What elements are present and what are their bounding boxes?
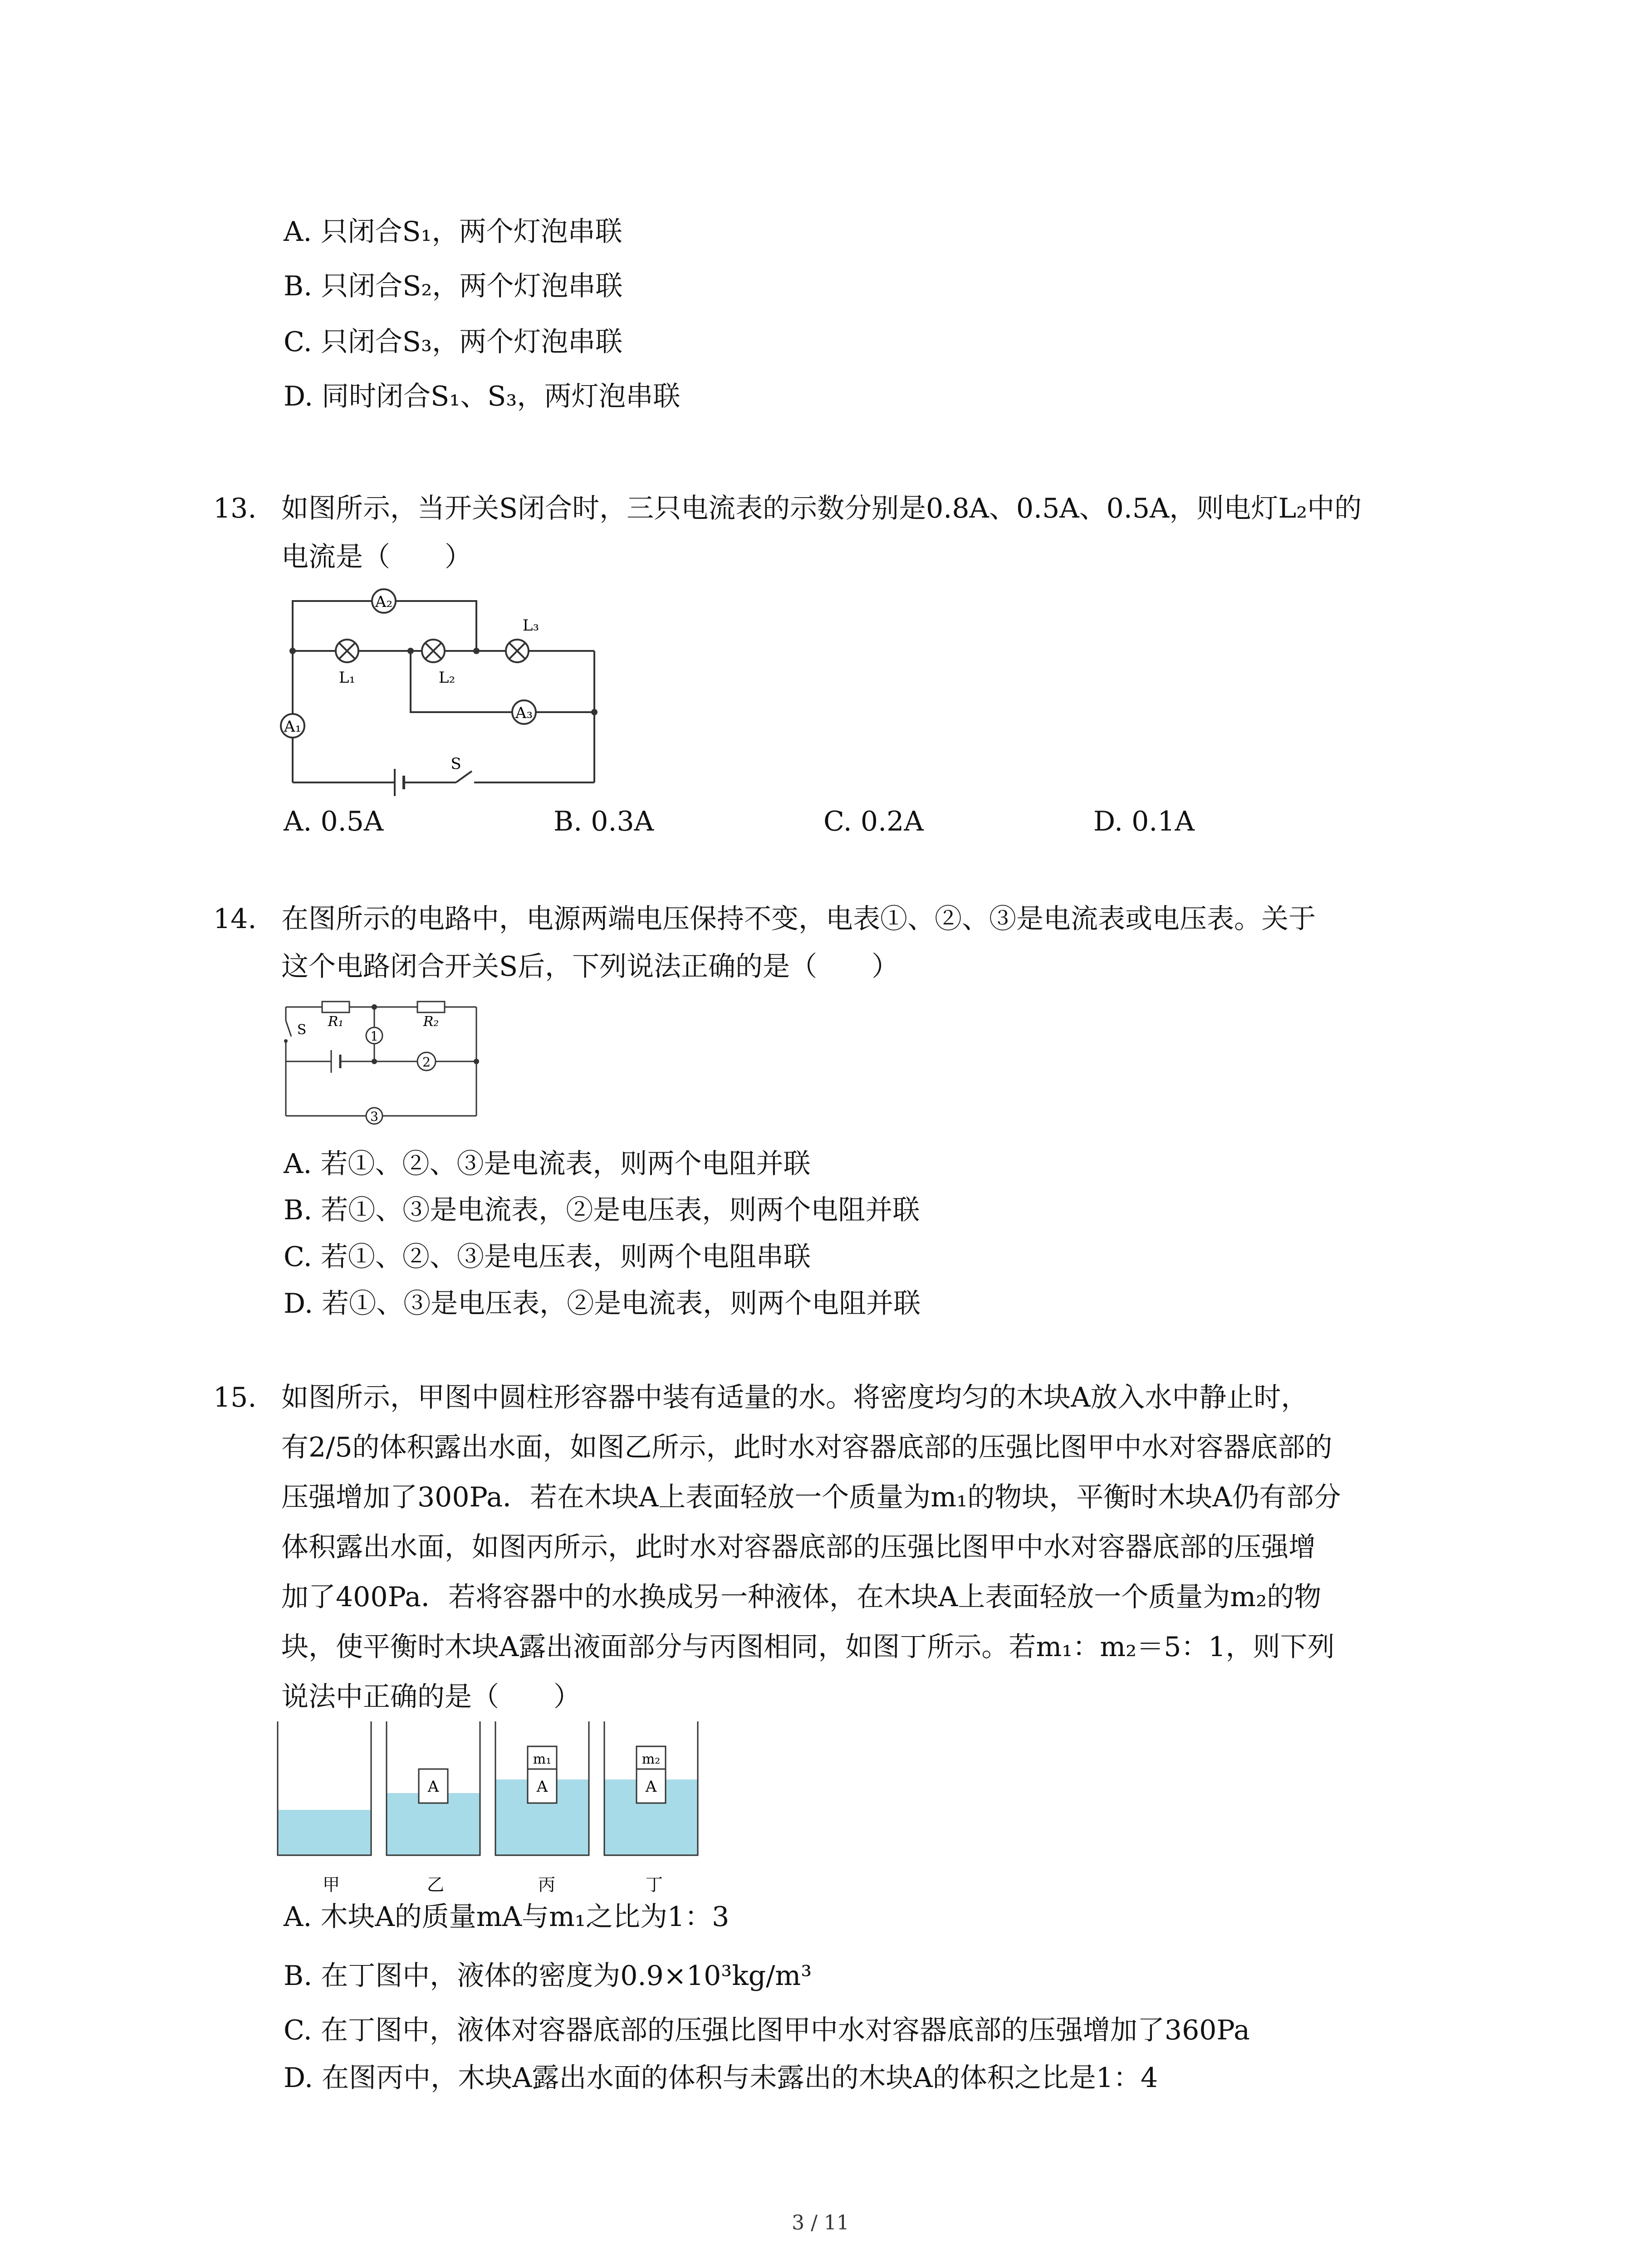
q12-option-c: C. 只闭合S₃，两个灯泡串联: [284, 326, 623, 358]
q13-a2-label: A₂: [375, 593, 393, 611]
q15-stem-line1: 如图所示，甲图中圆柱形容器中装有适量的水。将密度均匀的木块A放入水中静止时，: [281, 1382, 1308, 1413]
q13-a3-label: A₃: [515, 704, 533, 722]
q15-option-b: B. 在丁图中，液体的密度为0.9×10³kg/m³: [284, 1960, 812, 1992]
q13-stem-line1: 如图所示，当开关S闭合时，三只电流表的示数分别是0.8A、0.5A、0.5A，则电灯L₂中的: [281, 493, 1362, 524]
q15-stem-line7: 说法中正确的是（ ）: [281, 1681, 581, 1713]
q15-caption-ding: 丁: [645, 1875, 663, 1895]
q13-option-b: B. 0.3A: [554, 806, 654, 837]
q13-l1-label: L₁: [338, 669, 356, 687]
q15-block-ding-label: A: [645, 1778, 657, 1796]
q14-option-b: B. 若①、③是电流表，②是电压表，则两个电阻并联: [284, 1194, 920, 1226]
q14-option-d: D. 若①、③是电压表，②是电流表，则两个电阻并联: [284, 1288, 921, 1320]
q15-stem-line6: 块，使平衡时木块A露出液面部分与丙图相同，如图丁所示。若m₁：m₂＝5：1，则下列: [281, 1631, 1335, 1663]
q13-l2-label: L₂: [438, 669, 456, 687]
q15-stem-line5: 加了400Pa．若将容器中的水换成另一种液体，在木块A上表面轻放一个质量为m₂的物: [281, 1581, 1322, 1613]
q14-option-a: A. 若①、②、③是电流表，则两个电阻并联: [284, 1148, 811, 1180]
q14-r1-label: R₁: [328, 1014, 344, 1030]
q14-number: 14.: [213, 903, 257, 935]
q13-option-c: C. 0.2A: [823, 806, 924, 837]
q13-option-d: D. 0.1A: [1093, 806, 1195, 837]
q13-number: 13.: [213, 493, 257, 524]
q15-block-yi-label: A: [427, 1778, 439, 1796]
q14-meter-3-label: 3: [370, 1109, 378, 1124]
q14-switch-label: S: [297, 1022, 307, 1038]
q13-stem-line2: 电流是（ ）: [281, 541, 472, 573]
q12-option-b: B. 只闭合S₂，两个灯泡串联: [284, 270, 623, 302]
q14-meter-1-label: 1: [370, 1029, 378, 1044]
q13-switch-label: S: [451, 755, 461, 773]
q15-caption-bing: 丙: [538, 1875, 556, 1895]
q14-stem-line1: 在图所示的电路中，电源两端电压保持不变，电表①、②、③是电流表或电压表。关于: [281, 903, 1316, 935]
q15-containers-diagram: [277, 1721, 708, 1903]
q13-circuit-diagram: [272, 576, 608, 794]
q15-block-bing-label: A: [536, 1778, 548, 1796]
q14-option-c: C. 若①、②、③是电压表，则两个电阻串联: [284, 1241, 811, 1273]
q15-stem-line3: 压强增加了300Pa．若在木块A上表面轻放一个质量为m₁的物块，平衡时木块A仍有部分: [281, 1481, 1341, 1513]
q15-caption-yi: 乙: [426, 1875, 445, 1895]
q14-meter-2-label: 2: [422, 1055, 431, 1070]
q14-stem-line2: 这个电路闭合开关S后，下列说法正确的是（ ）: [281, 951, 899, 982]
q15-option-d: D. 在图丙中，木块A露出水面的体积与未露出的木块A的体积之比是1：4: [284, 2062, 1158, 2094]
q15-option-a: A. 木块A的质量mA与m₁之比为1：3: [284, 1901, 730, 1933]
q13-option-a: A. 0.5A: [284, 806, 384, 837]
q14-r2-label: R₂: [423, 1014, 439, 1030]
q13-l3-label: L₃: [522, 616, 539, 635]
q12-option-d: D. 同时闭合S₁、S₃，两灯泡串联: [284, 381, 681, 412]
q15-option-c: C. 在丁图中，液体对容器底部的压强比图甲中水对容器底部的压强增加了360Pa: [284, 2014, 1250, 2046]
page-number: 3 / 11: [792, 2211, 849, 2234]
q15-m1-label: m₁: [533, 1751, 552, 1767]
q14-circuit-diagram: [277, 993, 485, 1143]
q15-stem-line4: 体积露出水面，如图丙所示，此时水对容器底部的压强比图甲中水对容器底部的压强增: [281, 1531, 1316, 1563]
q15-number: 15.: [213, 1382, 257, 1413]
q12-option-a: A. 只闭合S₁，两个灯泡串联: [284, 216, 622, 248]
q15-caption-jia: 甲: [322, 1875, 340, 1895]
q15-stem-line2: 有2/5的体积露出水面，如图乙所示，此时水对容器底部的压强比图甲中水对容器底部的: [281, 1432, 1332, 1463]
q15-water-jia: [278, 1810, 371, 1855]
q15-m2-label: m₂: [642, 1751, 661, 1767]
q13-a1-label: A₁: [284, 718, 302, 736]
